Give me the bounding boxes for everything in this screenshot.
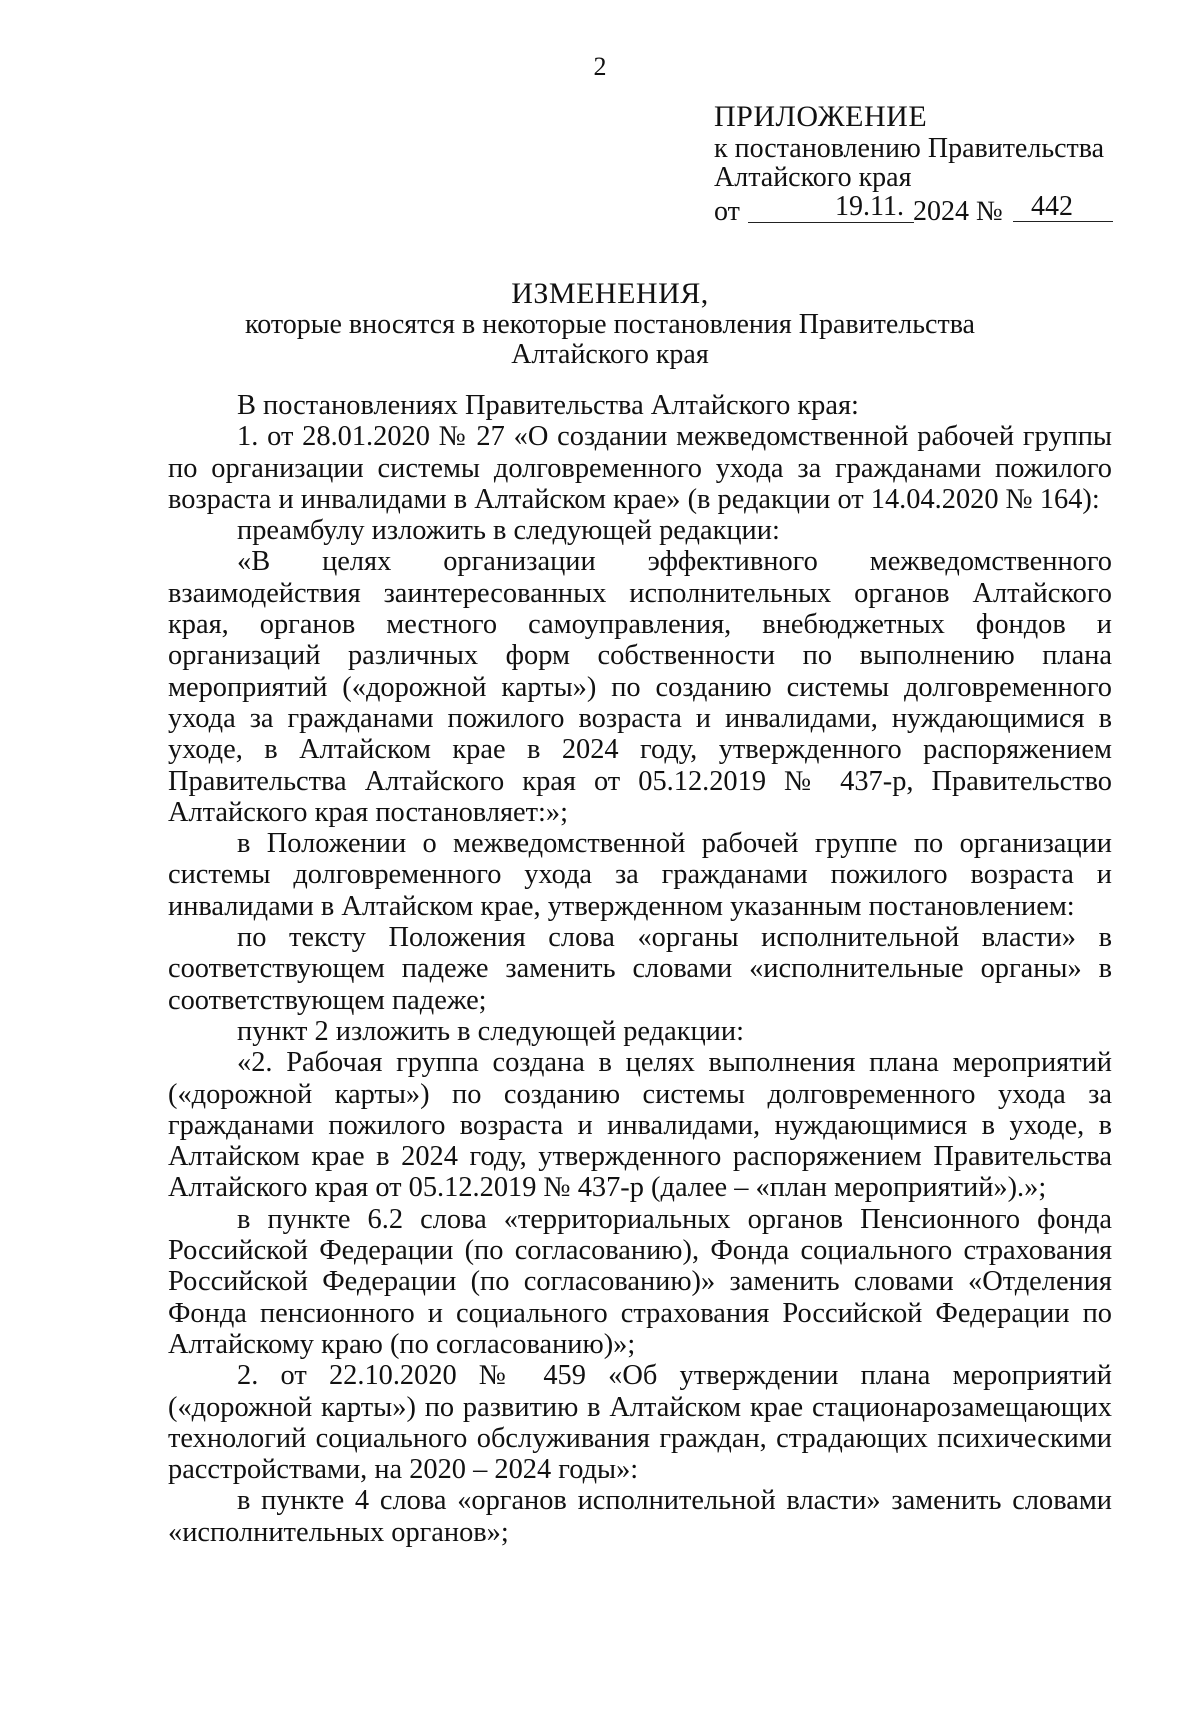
paragraph: преамбулу изложить в следующей редакции: <box>237 515 780 547</box>
year-label: 2024 № <box>913 196 1003 227</box>
document-body <box>168 390 1112 1548</box>
document-heading <box>160 278 1060 370</box>
paragraph: В постановлениях Правительства Алтайского края: <box>237 390 859 421</box>
page-number: 2 <box>593 52 607 81</box>
paragraph: по тексту Положения слова «органы исполнительной власти» в соответствующем падеже заменить словами «исполнительные органы» в соответствующем падеже; <box>168 922 1112 1016</box>
date-prefix: от <box>714 196 740 227</box>
paragraph: в пункте 4 слова «органов исполнительной власти» заменить словами «исполнительных органов»; <box>168 1485 1112 1548</box>
paragraph: в пункте 6.2 слова «территориальных органов Пенсионного фонда Российской Федерации (по согласованию), Фонда социального страхования Российской Федерации (по согласованию)» заменить словами «Отделения Фонда пенсионного и социального страхования Российской Федерации по Алтайскому краю (по согласованию)»; <box>168 1203 1112 1360</box>
paragraph: «2. Рабочая группа создана в целях выполнения плана мероприятий («дорожной карты») по созданию системы долговременного ухода за гражданами пожилого возраста и инвалидами, нуждающимися в уходе, в Алтайском крае в 2024 году, утвержденного распоряжением Правительства Алтайского края от 05.12.2019 № 437-р (далее – «план мероприятий»).»; <box>168 1047 1112 1204</box>
appendix-title: ПРИЛОЖЕНИЕ <box>714 100 928 133</box>
heading-title: ИЗМЕНЕНИЯ, <box>511 277 709 310</box>
appendix-date-line <box>714 192 1154 228</box>
paragraph: 2. от 22.10.2020 № 459 «Об утверждении плана мероприятий («дорожной карты») по развитию в Алтайском крае стационарозамещающих технологий социального обслуживания граждан, страдающих психическими расстройствами, на 2020 – 2024 годы»: <box>168 1360 1112 1486</box>
paragraph: «В целях организации эффективного межведомственного взаимодействия заинтересованных исполнительных органов Алтайского края, органов местного самоуправления, внебюджетных фондов и организаций различных форм собственности по выполнению плана мероприятий («дорожной карты») по созданию системы долговременного ухода за гражданами пожилого возраста и инвалидами, нуждающимися в уходе, в Алтайском крае в 2024 году, утвержденного распоряжением Правительства Алтайского края от 05.12.2019 № 437-р, Правительство Алтайского края постановляет:»; <box>168 546 1112 828</box>
paragraph: пункт 2 изложить в следующей редакции: <box>237 1015 744 1047</box>
appendix-line-1: к постановлению Правительства <box>714 133 1105 164</box>
paragraph: в Положении о межведомственной рабочей группе по организации системы долговременного ухода за гражданами пожилого возраста и инвалидами в Алтайском крае, утвержденном указанным постановлением: <box>168 828 1112 922</box>
heading-subtitle-1: которые вносятся в некоторые постановления Правительства <box>245 309 975 340</box>
paragraph: 1. от 28.01.2020 № 27 «О создании межведомственной рабочей группы по организации системы долговременного ухода за гражданами пожилого возраста и инвалидами в Алтайском крае» (в редакции от 14.04.2020 № 164): <box>168 421 1112 515</box>
appendix-block <box>714 100 1154 228</box>
date-value: 19.11. <box>748 192 914 223</box>
document-number: 442 <box>1013 192 1113 222</box>
appendix-line-2: Алтайского края <box>714 162 912 193</box>
heading-subtitle-2: Алтайского края <box>511 339 709 370</box>
